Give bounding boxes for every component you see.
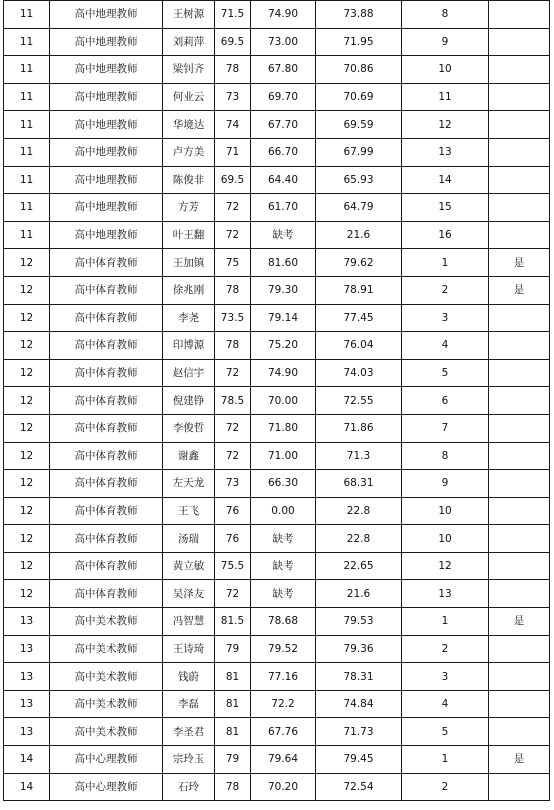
position-cell: 高中美术教师 xyxy=(50,718,163,746)
candidate-name-cell: 刘莉萍 xyxy=(163,28,215,56)
candidate-name-cell: 李圣君 xyxy=(163,718,215,746)
total-score-cell: 72.54 xyxy=(316,773,402,801)
candidate-name-cell: 王加镇 xyxy=(163,249,215,277)
candidate-name-cell: 陈俊非 xyxy=(163,166,215,194)
interview-score-cell: 0.00 xyxy=(251,497,316,525)
interview-score-cell: 67.80 xyxy=(251,56,316,84)
selected-flag-cell xyxy=(489,387,550,415)
written-score-cell: 81 xyxy=(215,663,251,691)
written-score-cell: 81 xyxy=(215,690,251,718)
total-score-cell: 22.8 xyxy=(316,525,402,553)
selected-flag-cell xyxy=(489,690,550,718)
rank-cell: 3 xyxy=(402,304,489,332)
candidate-name-cell: 李磊 xyxy=(163,690,215,718)
selected-flag-cell xyxy=(489,1,550,29)
interview-score-cell: 67.70 xyxy=(251,111,316,139)
candidate-name-cell: 王飞 xyxy=(163,497,215,525)
table-row xyxy=(4,497,550,525)
table-row xyxy=(4,580,550,608)
total-score-cell: 78.91 xyxy=(316,276,402,304)
written-score-cell: 79 xyxy=(215,746,251,774)
interview-score-cell: 缺考 xyxy=(251,580,316,608)
interview-score-cell: 79.30 xyxy=(251,276,316,304)
selected-flag-cell xyxy=(489,663,550,691)
selected-flag-cell: 是 xyxy=(489,276,550,304)
rank-cell: 10 xyxy=(402,525,489,553)
candidate-name-cell: 华境达 xyxy=(163,111,215,139)
table-row xyxy=(4,332,550,360)
table-row xyxy=(4,138,550,166)
selected-flag-cell xyxy=(489,194,550,222)
total-score-cell: 74.84 xyxy=(316,690,402,718)
candidate-name-cell: 李尧 xyxy=(163,304,215,332)
total-score-cell: 79.45 xyxy=(316,746,402,774)
table-row xyxy=(4,276,550,304)
interview-score-cell: 81.60 xyxy=(251,249,316,277)
table-row xyxy=(4,194,550,222)
rank-cell: 9 xyxy=(402,470,489,498)
table-row xyxy=(4,690,550,718)
table-row xyxy=(4,442,550,470)
rank-cell: 6 xyxy=(402,387,489,415)
rank-cell: 12 xyxy=(402,111,489,139)
group-number-cell: 13 xyxy=(4,608,50,636)
interview-score-cell: 64.40 xyxy=(251,166,316,194)
total-score-cell: 71.95 xyxy=(316,28,402,56)
interview-score-cell: 77.16 xyxy=(251,663,316,691)
position-cell: 高中体育教师 xyxy=(50,414,163,442)
group-number-cell: 11 xyxy=(4,1,50,29)
position-cell: 高中地理教师 xyxy=(50,1,163,29)
written-score-cell: 81 xyxy=(215,718,251,746)
total-score-cell: 64.79 xyxy=(316,194,402,222)
selected-flag-cell xyxy=(489,304,550,332)
position-cell: 高中地理教师 xyxy=(50,194,163,222)
results-table xyxy=(3,0,550,801)
total-score-cell: 79.53 xyxy=(316,608,402,636)
candidate-name-cell: 吴泽友 xyxy=(163,580,215,608)
total-score-cell: 71.86 xyxy=(316,414,402,442)
candidate-name-cell: 冯智慧 xyxy=(163,608,215,636)
table-row xyxy=(4,470,550,498)
candidate-name-cell: 何业云 xyxy=(163,83,215,111)
table-row xyxy=(4,166,550,194)
table-row xyxy=(4,608,550,636)
position-cell: 高中美术教师 xyxy=(50,690,163,718)
candidate-name-cell: 王树源 xyxy=(163,1,215,29)
interview-score-cell: 74.90 xyxy=(251,1,316,29)
selected-flag-cell xyxy=(489,221,550,249)
group-number-cell: 11 xyxy=(4,83,50,111)
selected-flag-cell xyxy=(489,552,550,580)
selected-flag-cell xyxy=(489,497,550,525)
selected-flag-cell xyxy=(489,56,550,84)
group-number-cell: 14 xyxy=(4,773,50,801)
selected-flag-cell xyxy=(489,718,550,746)
interview-score-cell: 61.70 xyxy=(251,194,316,222)
rank-cell: 12 xyxy=(402,552,489,580)
written-score-cell: 75 xyxy=(215,249,251,277)
group-number-cell: 13 xyxy=(4,635,50,663)
written-score-cell: 78 xyxy=(215,56,251,84)
total-score-cell: 21.6 xyxy=(316,580,402,608)
position-cell: 高中地理教师 xyxy=(50,111,163,139)
candidate-name-cell: 左天龙 xyxy=(163,470,215,498)
total-score-cell: 22.8 xyxy=(316,497,402,525)
selected-flag-cell xyxy=(489,414,550,442)
table-row xyxy=(4,718,550,746)
total-score-cell: 65.93 xyxy=(316,166,402,194)
rank-cell: 10 xyxy=(402,497,489,525)
group-number-cell: 12 xyxy=(4,387,50,415)
written-score-cell: 71.5 xyxy=(215,1,251,29)
position-cell: 高中心理教师 xyxy=(50,773,163,801)
table-row xyxy=(4,111,550,139)
rank-cell: 16 xyxy=(402,221,489,249)
table-row xyxy=(4,552,550,580)
position-cell: 高中体育教师 xyxy=(50,525,163,553)
total-score-cell: 22.65 xyxy=(316,552,402,580)
rank-cell: 13 xyxy=(402,580,489,608)
rank-cell: 5 xyxy=(402,718,489,746)
interview-score-cell: 69.70 xyxy=(251,83,316,111)
selected-flag-cell xyxy=(489,442,550,470)
selected-flag-cell: 是 xyxy=(489,746,550,774)
written-score-cell: 71 xyxy=(215,138,251,166)
group-number-cell: 11 xyxy=(4,56,50,84)
written-score-cell: 72 xyxy=(215,359,251,387)
position-cell: 高中地理教师 xyxy=(50,166,163,194)
total-score-cell: 77.45 xyxy=(316,304,402,332)
candidate-name-cell: 方芳 xyxy=(163,194,215,222)
candidate-name-cell: 叶王翻 xyxy=(163,221,215,249)
position-cell: 高中体育教师 xyxy=(50,442,163,470)
group-number-cell: 13 xyxy=(4,718,50,746)
selected-flag-cell xyxy=(489,470,550,498)
written-score-cell: 81.5 xyxy=(215,608,251,636)
interview-score-cell: 66.30 xyxy=(251,470,316,498)
position-cell: 高中体育教师 xyxy=(50,249,163,277)
rank-cell: 11 xyxy=(402,83,489,111)
candidate-name-cell: 卢方美 xyxy=(163,138,215,166)
candidate-name-cell: 宗玲玉 xyxy=(163,746,215,774)
rank-cell: 1 xyxy=(402,746,489,774)
total-score-cell: 79.36 xyxy=(316,635,402,663)
group-number-cell: 12 xyxy=(4,470,50,498)
position-cell: 高中地理教师 xyxy=(50,56,163,84)
total-score-cell: 70.86 xyxy=(316,56,402,84)
group-number-cell: 12 xyxy=(4,442,50,470)
group-number-cell: 12 xyxy=(4,304,50,332)
group-number-cell: 12 xyxy=(4,414,50,442)
position-cell: 高中心理教师 xyxy=(50,746,163,774)
table-row xyxy=(4,83,550,111)
total-score-cell: 74.03 xyxy=(316,359,402,387)
candidate-name-cell: 徐兆刚 xyxy=(163,276,215,304)
interview-score-cell: 71.80 xyxy=(251,414,316,442)
position-cell: 高中体育教师 xyxy=(50,387,163,415)
selected-flag-cell xyxy=(489,111,550,139)
interview-score-cell: 71.00 xyxy=(251,442,316,470)
group-number-cell: 11 xyxy=(4,28,50,56)
selected-flag-cell xyxy=(489,166,550,194)
interview-score-cell: 70.00 xyxy=(251,387,316,415)
selected-flag-cell xyxy=(489,359,550,387)
interview-score-cell: 75.20 xyxy=(251,332,316,360)
written-score-cell: 69.5 xyxy=(215,28,251,56)
written-score-cell: 76 xyxy=(215,525,251,553)
group-number-cell: 13 xyxy=(4,690,50,718)
position-cell: 高中地理教师 xyxy=(50,138,163,166)
rank-cell: 10 xyxy=(402,56,489,84)
candidate-name-cell: 赵信宇 xyxy=(163,359,215,387)
table-row xyxy=(4,1,550,29)
rank-cell: 4 xyxy=(402,690,489,718)
group-number-cell: 11 xyxy=(4,138,50,166)
written-score-cell: 74 xyxy=(215,111,251,139)
total-score-cell: 21.6 xyxy=(316,221,402,249)
interview-score-cell: 70.20 xyxy=(251,773,316,801)
candidate-name-cell: 王诗琦 xyxy=(163,635,215,663)
position-cell: 高中地理教师 xyxy=(50,83,163,111)
interview-score-cell: 79.52 xyxy=(251,635,316,663)
written-score-cell: 73.5 xyxy=(215,304,251,332)
group-number-cell: 11 xyxy=(4,166,50,194)
interview-score-cell: 72.2 xyxy=(251,690,316,718)
group-number-cell: 11 xyxy=(4,111,50,139)
group-number-cell: 12 xyxy=(4,525,50,553)
table-row xyxy=(4,387,550,415)
table-row xyxy=(4,28,550,56)
group-number-cell: 12 xyxy=(4,276,50,304)
group-number-cell: 12 xyxy=(4,249,50,277)
total-score-cell: 71.73 xyxy=(316,718,402,746)
selected-flag-cell: 是 xyxy=(489,608,550,636)
position-cell: 高中体育教师 xyxy=(50,470,163,498)
rank-cell: 5 xyxy=(402,359,489,387)
table-row xyxy=(4,221,550,249)
selected-flag-cell xyxy=(489,773,550,801)
rank-cell: 8 xyxy=(402,1,489,29)
selected-flag-cell xyxy=(489,332,550,360)
total-score-cell: 69.59 xyxy=(316,111,402,139)
rank-cell: 8 xyxy=(402,442,489,470)
candidate-name-cell: 李俊哲 xyxy=(163,414,215,442)
position-cell: 高中体育教师 xyxy=(50,276,163,304)
position-cell: 高中体育教师 xyxy=(50,332,163,360)
interview-score-cell: 73.00 xyxy=(251,28,316,56)
position-cell: 高中体育教师 xyxy=(50,359,163,387)
selected-flag-cell xyxy=(489,525,550,553)
interview-score-cell: 66.70 xyxy=(251,138,316,166)
written-score-cell: 73 xyxy=(215,470,251,498)
table-row xyxy=(4,746,550,774)
position-cell: 高中体育教师 xyxy=(50,552,163,580)
total-score-cell: 73.88 xyxy=(316,1,402,29)
written-score-cell: 72 xyxy=(215,194,251,222)
written-score-cell: 78 xyxy=(215,332,251,360)
written-score-cell: 72 xyxy=(215,442,251,470)
position-cell: 高中体育教师 xyxy=(50,497,163,525)
rank-cell: 2 xyxy=(402,773,489,801)
candidate-name-cell: 倪建铮 xyxy=(163,387,215,415)
selected-flag-cell xyxy=(489,635,550,663)
interview-score-cell: 78.68 xyxy=(251,608,316,636)
group-number-cell: 13 xyxy=(4,663,50,691)
rank-cell: 2 xyxy=(402,276,489,304)
candidate-name-cell: 梁钊齐 xyxy=(163,56,215,84)
position-cell: 高中美术教师 xyxy=(50,663,163,691)
total-score-cell: 70.69 xyxy=(316,83,402,111)
interview-score-cell: 缺考 xyxy=(251,221,316,249)
selected-flag-cell xyxy=(489,83,550,111)
interview-score-cell: 缺考 xyxy=(251,525,316,553)
written-score-cell: 76 xyxy=(215,497,251,525)
candidate-name-cell: 汤瑞 xyxy=(163,525,215,553)
rank-cell: 1 xyxy=(402,249,489,277)
selected-flag-cell xyxy=(489,28,550,56)
selected-flag-cell xyxy=(489,580,550,608)
group-number-cell: 12 xyxy=(4,497,50,525)
candidate-name-cell: 黄立敏 xyxy=(163,552,215,580)
group-number-cell: 12 xyxy=(4,552,50,580)
rank-cell: 7 xyxy=(402,414,489,442)
written-score-cell: 72 xyxy=(215,414,251,442)
rank-cell: 15 xyxy=(402,194,489,222)
group-number-cell: 11 xyxy=(4,221,50,249)
table-row xyxy=(4,663,550,691)
rank-cell: 4 xyxy=(402,332,489,360)
written-score-cell: 72 xyxy=(215,580,251,608)
position-cell: 高中地理教师 xyxy=(50,28,163,56)
table-row xyxy=(4,773,550,801)
position-cell: 高中地理教师 xyxy=(50,221,163,249)
table-row xyxy=(4,525,550,553)
group-number-cell: 11 xyxy=(4,194,50,222)
rank-cell: 13 xyxy=(402,138,489,166)
group-number-cell: 14 xyxy=(4,746,50,774)
total-score-cell: 76.04 xyxy=(316,332,402,360)
candidate-name-cell: 谢鑫 xyxy=(163,442,215,470)
candidate-name-cell: 钱蔚 xyxy=(163,663,215,691)
interview-score-cell: 74.90 xyxy=(251,359,316,387)
rank-cell: 1 xyxy=(402,608,489,636)
table-row xyxy=(4,635,550,663)
candidate-name-cell: 石玲 xyxy=(163,773,215,801)
table-row xyxy=(4,249,550,277)
table-row xyxy=(4,56,550,84)
total-score-cell: 79.62 xyxy=(316,249,402,277)
written-score-cell: 78 xyxy=(215,773,251,801)
written-score-cell: 78 xyxy=(215,276,251,304)
total-score-cell: 78.31 xyxy=(316,663,402,691)
position-cell: 高中体育教师 xyxy=(50,580,163,608)
total-score-cell: 68.31 xyxy=(316,470,402,498)
total-score-cell: 71.3 xyxy=(316,442,402,470)
interview-score-cell: 79.64 xyxy=(251,746,316,774)
rank-cell: 14 xyxy=(402,166,489,194)
position-cell: 高中体育教师 xyxy=(50,304,163,332)
written-score-cell: 69.5 xyxy=(215,166,251,194)
interview-score-cell: 缺考 xyxy=(251,552,316,580)
rank-cell: 3 xyxy=(402,663,489,691)
written-score-cell: 79 xyxy=(215,635,251,663)
written-score-cell: 78.5 xyxy=(215,387,251,415)
written-score-cell: 72 xyxy=(215,221,251,249)
table-body xyxy=(4,1,550,801)
interview-score-cell: 67.76 xyxy=(251,718,316,746)
group-number-cell: 12 xyxy=(4,580,50,608)
selected-flag-cell: 是 xyxy=(489,249,550,277)
total-score-cell: 72.55 xyxy=(316,387,402,415)
position-cell: 高中美术教师 xyxy=(50,608,163,636)
candidate-name-cell: 印博源 xyxy=(163,332,215,360)
table-row xyxy=(4,304,550,332)
rank-cell: 9 xyxy=(402,28,489,56)
selected-flag-cell xyxy=(489,138,550,166)
interview-score-cell: 79.14 xyxy=(251,304,316,332)
written-score-cell: 73 xyxy=(215,83,251,111)
rank-cell: 2 xyxy=(402,635,489,663)
group-number-cell: 12 xyxy=(4,359,50,387)
table-row xyxy=(4,414,550,442)
position-cell: 高中美术教师 xyxy=(50,635,163,663)
group-number-cell: 12 xyxy=(4,332,50,360)
table-row xyxy=(4,359,550,387)
written-score-cell: 75.5 xyxy=(215,552,251,580)
total-score-cell: 67.99 xyxy=(316,138,402,166)
